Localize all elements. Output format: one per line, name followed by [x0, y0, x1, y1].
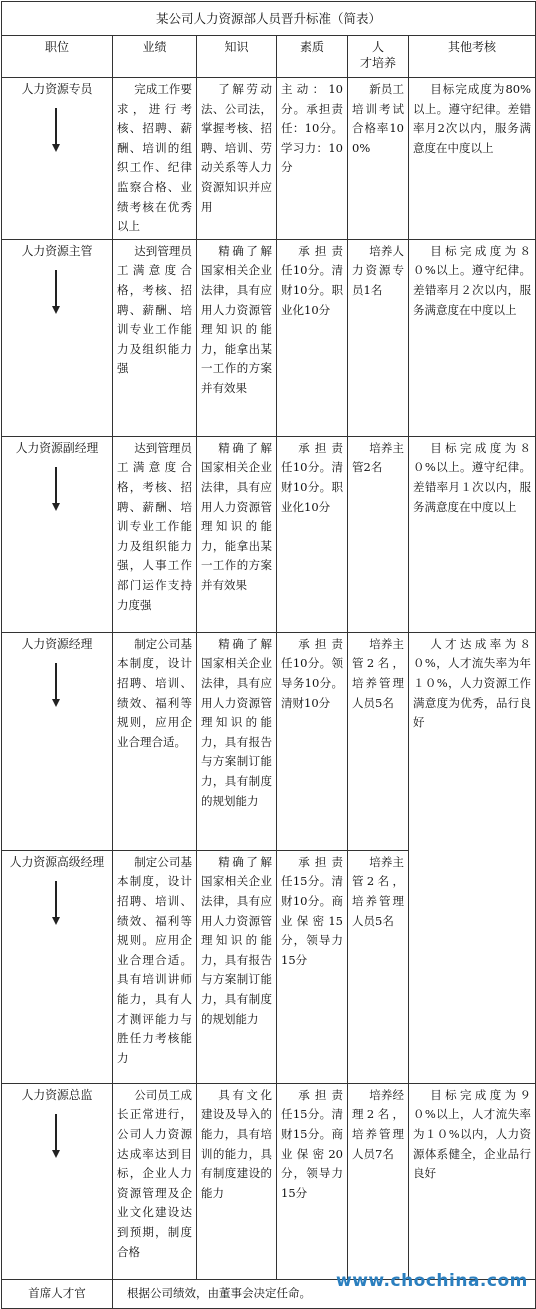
header-quality: 素质: [277, 36, 348, 78]
performance-cell: 制定公司基本制度，设计招聘、培训、绩效、福利等规则。应用企业合理合适。具有培训讲师能力，具有人才测评能力与胜任力考核能力: [113, 850, 197, 1083]
header-performance: 业绩: [113, 36, 197, 78]
knowledge-cell: 精确了解国家相关企业法律，具有应用人力资源管理知识的能力，能拿出某一工作的方案并有效果: [197, 436, 277, 632]
performance-cell: 公司员工成长正常进行，公司人力资源达成率达到目标，企业人力资源管理及企业文化建设达到预期，制度合格: [113, 1083, 197, 1279]
quality-cell: 主动：10分。承担责任：10分。学习力：10分: [277, 78, 348, 240]
quality-cell: 承担责任10分。清财10分。职业化10分: [277, 239, 348, 436]
position-cell: [2, 78, 113, 240]
knowledge-cell: 具有文化建设及导入的能力，具有培训的能力，具有制度建设的能力: [197, 1083, 277, 1279]
table-row: [2, 632, 536, 850]
down-arrow-icon: [55, 1114, 56, 1156]
position-name: 人力资源总监: [21, 1087, 93, 1102]
header-other: 其他考核: [409, 36, 536, 78]
performance-cell: 完成工作要求，进行考核、招聘、薪酬、培训的组织工作、纪律监察合格、业绩考核在优秀以上: [113, 78, 197, 240]
performance-cell: 达到管理员工满意度合格，考核、招聘、薪酬、培训专业工作能力及组织能力强: [113, 239, 197, 436]
performance-cell: 制定公司基本制度，设计招聘、培训、绩效、福利等规则，应用企业合理合适。: [113, 632, 197, 850]
header-talent-label: 人 才培养: [359, 40, 396, 70]
knowledge-cell: 精确了解国家相关企业法律，具有应用人力资源管理知识的能力，具有报告与方案制订能力，具有制度的规划能力: [197, 632, 277, 850]
knowledge-cell: 了解劳动法、公司法，掌握考核、招聘、培训、劳动关系等人力资源知识并应用: [197, 78, 277, 240]
header-knowledge: 知识: [197, 36, 277, 78]
header-talent: [348, 36, 409, 78]
talent-cell: 培养主管2名，培养管理人员5名: [348, 850, 409, 1083]
position-name: 人力资源经理: [21, 636, 93, 651]
table-row: [2, 78, 536, 240]
talent-cell: 培养主管2名，培养管理人员5名: [348, 632, 409, 850]
position-name: 人力资源高级经理: [9, 854, 105, 869]
talent-cell: 新员工培训考试合格率100%: [348, 78, 409, 240]
quality-cell: 承担责任15分。清财15分。商业保密20分，领导力15分: [277, 1083, 348, 1279]
watermark-text: www.chochina.com: [336, 1271, 528, 1291]
down-arrow-icon: [55, 108, 56, 150]
header-position: 职位: [2, 36, 113, 78]
down-arrow-icon: [55, 467, 56, 509]
position-name: 人力资源副经理: [15, 440, 99, 455]
table-row: [2, 436, 536, 632]
position-name: 首席人才官: [2, 1279, 113, 1308]
performance-cell: 达到管理员工满意度合格，考核、招聘、薪酬、培训专业工作能力及组织能力强，人事工作部门运作支持力度强: [113, 436, 197, 632]
other-cell: 人才达成率为８０%，人才流失率为年１０%，人力资源工作满意度为优秀，品行良好: [409, 632, 536, 1083]
position-cell: [2, 436, 113, 632]
position-name: 人力资源专员: [21, 82, 93, 96]
table-row: [2, 1083, 536, 1279]
position-cell: [2, 632, 113, 850]
quality-cell: 承担责任10分。领导务10分。清财10分: [277, 632, 348, 850]
down-arrow-icon: [55, 881, 56, 923]
talent-cell: 培养人力资源专员1名: [348, 239, 409, 436]
position-cell: [2, 850, 113, 1083]
down-arrow-icon: [55, 270, 56, 312]
position-name: 人力资源主管: [21, 243, 93, 258]
table-title: 某公司人力资源部人员晋升标准（简表）: [2, 2, 536, 36]
down-arrow-icon: [55, 663, 56, 705]
other-cell: 目标完成度为９０%以上，人才流失率为１０%以内，人力资源体系健全，企业品行良好: [409, 1083, 536, 1279]
talent-cell: 培养经理2名，培养管理人员7名: [348, 1083, 409, 1279]
promotion-standards-table: [1, 1, 536, 1309]
other-cell: 目标完成度为８０%以上。遵守纪律。差错率月２次以内，服务满意度在中度以上: [409, 239, 536, 436]
last-row-text: 根据公司绩效，由董事会决定任命。: [113, 1279, 536, 1308]
quality-cell: 承担责任10分。清财10分。职业化10分: [277, 436, 348, 632]
knowledge-cell: 精确了解国家相关企业法律，具有应用人力资源管理知识的能力，具有报告与方案制订能力，具有制度的规划能力: [197, 850, 277, 1083]
other-cell: 目标完成度为80%以上。遵守纪律。差错率月2次以内，服务满意度在中度以上: [409, 78, 536, 240]
quality-cell: 承担责任15分。清财10分。商业保密15分，领导力15分: [277, 850, 348, 1083]
talent-cell: 培养主管2名: [348, 436, 409, 632]
table-row: [2, 239, 536, 436]
position-cell: [2, 1083, 113, 1279]
other-cell: 目标完成度为８０%以上。遵守纪律。差错率月１次以内，服务满意度在中度以上: [409, 436, 536, 632]
knowledge-cell: 精确了解国家相关企业法律，具有应用人力资源管理知识的能力，能拿出某一工作的方案并有效果: [197, 239, 277, 436]
position-cell: [2, 239, 113, 436]
